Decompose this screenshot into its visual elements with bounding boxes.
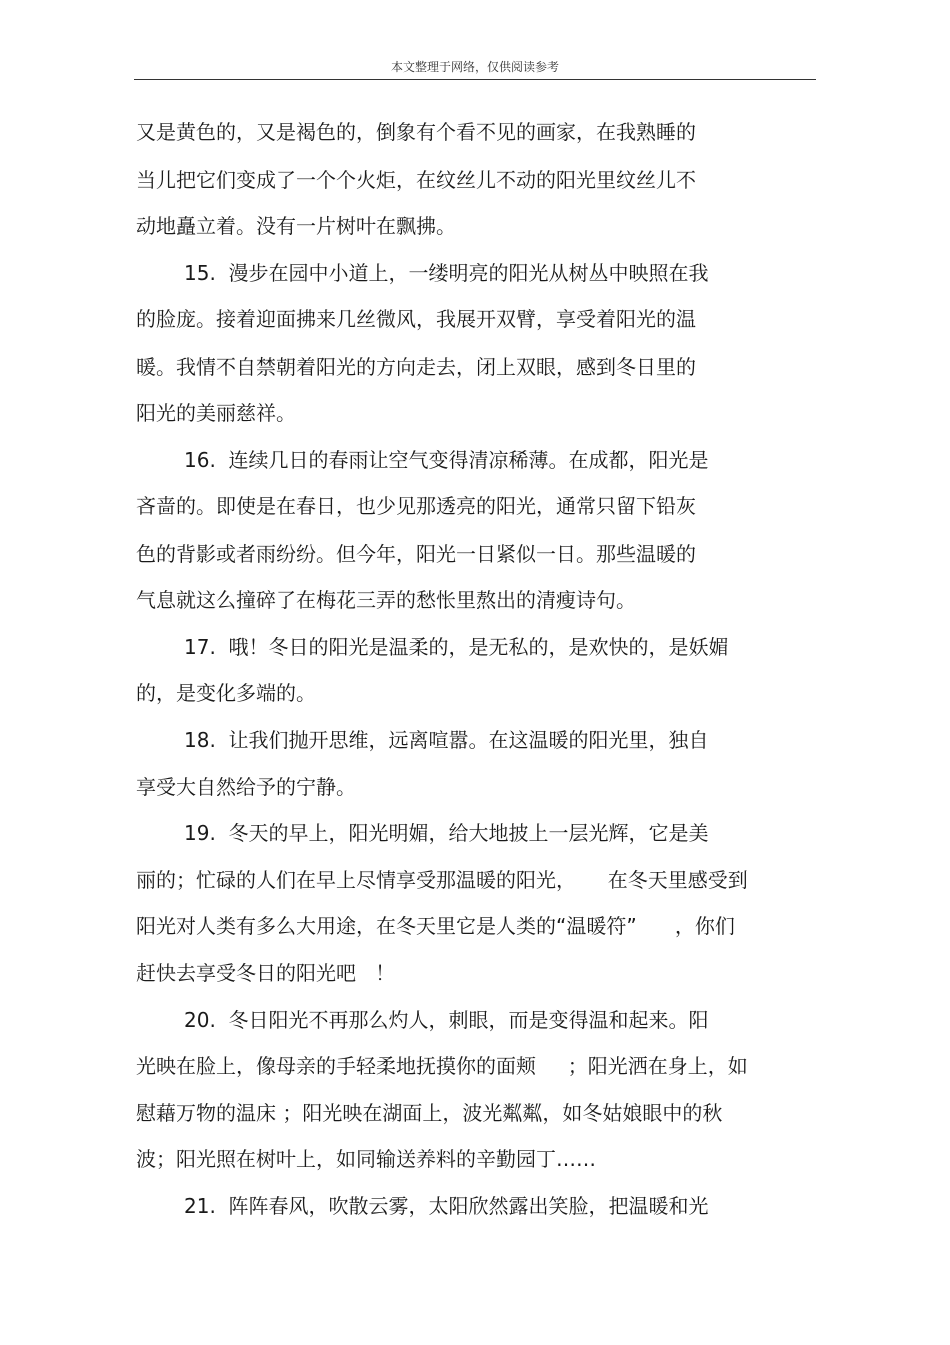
text-line: 丽的；忙碌的人们在早上尽情享受那温暖的阳光， 在冬天里感受到 bbox=[136, 868, 748, 892]
text-line: 慰藉万物的温床 ；阳光映在湖面上，波光粼粼，如冬姑娘眼中的秋 bbox=[136, 1101, 723, 1125]
text-line: 19. 冬天的早上，阳光明媚，给大地披上一层光辉，它是美 bbox=[184, 821, 709, 845]
text-line: 享受大自然给予的宁静。 bbox=[136, 775, 356, 799]
text-line: 又是黄色的，又是褐色的，倒象有个看不见的画家，在我熟睡的 bbox=[136, 120, 696, 144]
text-line: 20. 冬日阳光不再那么灼人，刺眼，而是变得温和起来。阳 bbox=[184, 1008, 709, 1032]
text-line: 16. 连续几日的春雨让空气变得清凉稀薄。在成都，阳光是 bbox=[184, 448, 709, 472]
text-line: 15. 漫步在园中小道上，一缕明亮的阳光从树丛中映照在我 bbox=[184, 261, 709, 285]
text-line: 暖。我情不自禁朝着阳光的方向走去，闭上双眼，感到冬日里的 bbox=[136, 355, 696, 379]
text-line: 动地矗立着。没有一片树叶在飘拂。 bbox=[136, 214, 456, 238]
page-header: 本文整理于网络，仅供阅读参考 bbox=[390, 60, 559, 74]
text-line: 吝啬的。即使是在春日，也少见那透亮的阳光，通常只留下铅灰 bbox=[136, 494, 696, 518]
text-line: 21. 阵阵春风，吹散云雾，太阳欣然露出笑脸，把温暖和光 bbox=[184, 1194, 709, 1218]
text-line: 色的背影或者雨纷纷。但今年，阳光一日紧似一日。那些温暖的 bbox=[136, 542, 696, 566]
text-line: 的脸庞。接着迎面拂来几丝微风，我展开双臂，享受着阳光的温 bbox=[136, 307, 696, 331]
text-line: 阳光的美丽慈祥。 bbox=[136, 401, 296, 425]
text-line: 18. 让我们抛开思维，远离喧嚣。在这温暖的阳光里，独自 bbox=[184, 728, 709, 752]
text-line: 当儿把它们变成了一个个火炬，在纹丝儿不动的阳光里纹丝儿不 bbox=[136, 168, 696, 192]
text-line: 气息就这么撞碎了在梅花三弄的愁怅里熬出的清瘦诗句。 bbox=[136, 588, 636, 612]
text-line: 17. 哦！冬日的阳光是温柔的，是无私的，是欢快的，是妖媚 bbox=[184, 635, 729, 659]
header-divider bbox=[134, 79, 816, 80]
text-line: 阳光对人类有多么大用途，在冬天里它是人类的“温暖符” ，你们 bbox=[136, 914, 735, 938]
text-line: 光映在脸上，像母亲的手轻柔地抚摸你的面颊 ；阳光洒在身上，如 bbox=[136, 1054, 748, 1078]
text-line: 波；阳光照在树叶上，如同输送养料的辛勤园丁…… bbox=[136, 1147, 596, 1171]
text-line: 的，是变化多端的。 bbox=[136, 681, 316, 705]
text-line: 赶快去享受冬日的阳光吧 ！ bbox=[136, 961, 396, 985]
